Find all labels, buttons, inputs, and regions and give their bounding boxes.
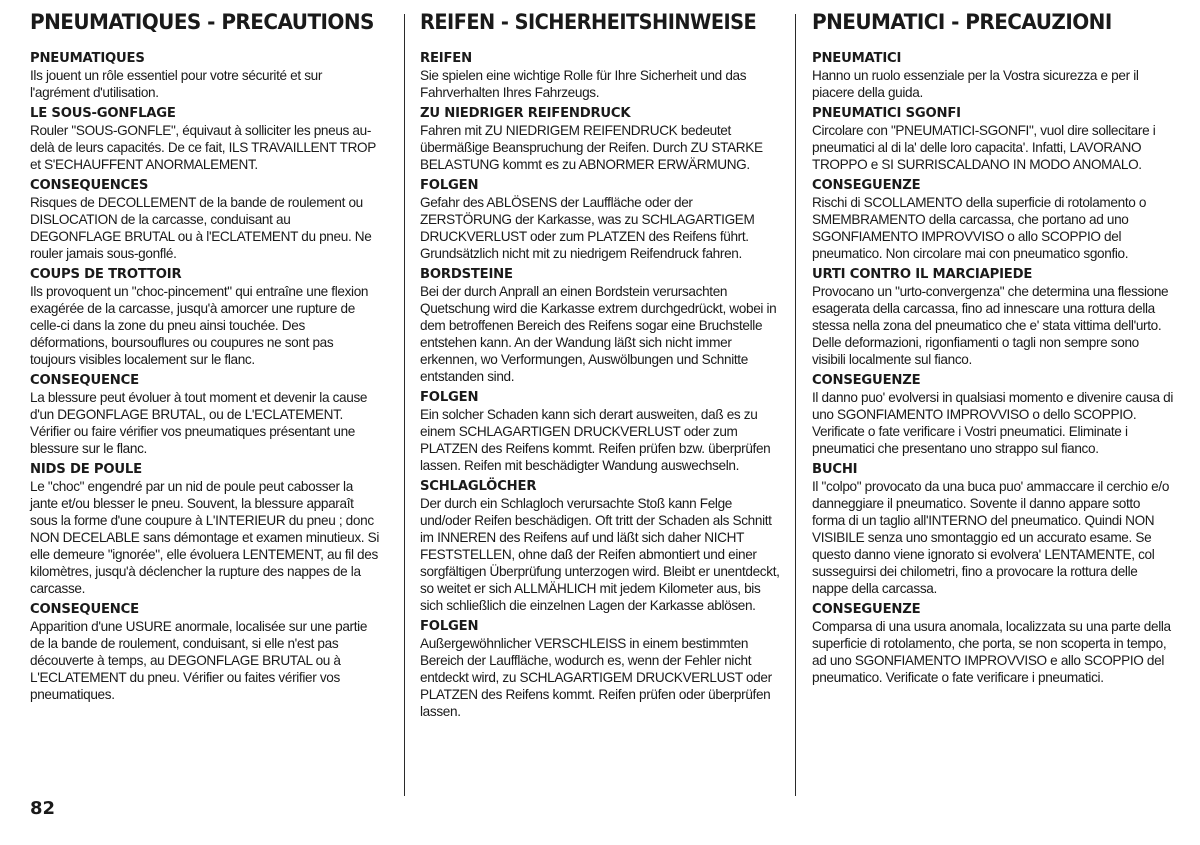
section <box>812 462 1174 597</box>
section-heading: CONSEGUENZE <box>812 178 921 193</box>
column-italian <box>812 10 1174 691</box>
section-heading: ZU NIEDRIGER REIFENDRUCK <box>420 106 631 121</box>
section-text: Ein solcher Schaden kann sich derart ausweiten, daß es zu einem SCHLAGARTIGEN DRUCKVERLUST oder zum PLATZEN des Reifens kommt. Reifen prüfen bzw. überprüfen lassen. Reifen mit beschädigter Wandung auswechseln. <box>420 407 771 473</box>
section <box>420 390 782 474</box>
section <box>420 51 782 101</box>
section-heading: COUPS DE TROTTOIR <box>30 267 182 282</box>
section-text: Ils jouent un rôle essentiel pour votre sécurité et sur l'agrément d'utilisation. <box>30 68 323 100</box>
section-text: Provocano un "urto-convergenza" che determina una flessione esagerata della carcassa, fino ad innescare una rottura della stessa nella zona del pneumatico che e' stata vittima dell'urto. Delle deformazioni, rigonfiamenti o tagli non sempre sono visibili localmente sul fianco. <box>812 284 1169 367</box>
section <box>420 479 782 614</box>
section-text: Apparition d'une USURE anormale, localisée sur une partie de la bande de roulement, conduisant, si elle n'est pas découverte à temps, au DEGONFLAGE BRUTAL ou à L'ECLATEMENT du pneu. Vérifier ou faites vérifier vos pneumatiques. <box>30 619 368 702</box>
section-text: Il "colpo" provocato da una buca puo' ammaccare il cerchio e/o danneggiare il pneumatico. Sovente il danno appare sotto forma di un taglio all'INTERNO del pneumatico. Quindi NON VISIBILE senza uno smontaggio ed un accurato esame. Se questo danno viene ignorato si evolvera' LENTAMENTE, col susseguirsi dei chilometri, fino a provocare la rottura delle nappe della carcassa. <box>812 479 1170 596</box>
section-heading: CONSEGUENZE <box>812 602 921 617</box>
section-heading: CONSEQUENCE <box>30 602 139 617</box>
section-text: Risques de DECOLLEMENT de la bande de roulement ou DISLOCATION de la carcasse, conduisant au DEGONFLAGE BRUTAL ou à l'ECLATEMENT du pneu. Ne rouler jamais sous-gonflé. <box>30 195 372 261</box>
section <box>30 178 382 262</box>
section-heading: CONSEQUENCES <box>30 178 149 193</box>
column-title: REIFEN - SICHERHEITSHINWEISE <box>420 10 757 35</box>
section-heading: FOLGEN <box>420 619 479 634</box>
section <box>420 267 782 385</box>
section <box>420 178 782 262</box>
section-text: Le "choc" engendré par un nid de poule peut cabosser la jante et/ou blesser le pneu. Souvent, la blessure apparaît sous la forme d'une coupure à L'INTERIEUR du pneu ; donc NON DECELABLE sans démontage et examen minutieux. Si elle demeure "ignorée", elle évoluera LENTEMENT, au fil des kilomètres, jusqu'à déclencher la rupture des nappes de la carcasse. <box>30 479 380 596</box>
section-text: Il danno puo' evolversi in qualsiasi momento e divenire causa di uno SGONFIAMENTO IMPROVVISO o dello SCOPPIO. Verificate o fate verificare i Vostri pneumatici. Eliminate i pneumatici che presentano uno strappo sul fianco. <box>812 390 1174 456</box>
section-text: Bei der durch Anprall an einen Bordstein verursachten Quetschung wird die Karkasse extrem durchgedrückt, wobei in dem betroffenen Bereich des Reifens sogar eine Bruchstelle entstehen kann. An der Wandung läßt sich nicht immer erkennen, wo Verformungen, Auswölbungen und Schnitte entstanden sind. <box>420 284 777 384</box>
section <box>30 51 382 101</box>
column-french <box>30 10 382 708</box>
column-german <box>420 10 782 725</box>
page-number: 82 <box>30 798 56 819</box>
section <box>30 106 382 173</box>
section <box>812 106 1174 173</box>
section-text: Rouler "SOUS-GONFLE", équivaut à solliciter les pneus au-delà de leurs capacités. De ce fait, ILS TRAVAILLENT TROP et S'ECHAUFFENT ANORMALEMENT. <box>30 123 376 172</box>
section <box>30 373 382 457</box>
section-heading: PNEUMATICI <box>812 51 902 66</box>
section-text: Gefahr des ABLÖSENS der Lauffläche oder der ZERSTÖRUNG der Karkasse, was zu SCHLAGARTIGEM DRUCKVERLUST oder zum PLATZEN des Reifens führt. Grundsätzlich nicht mit zu niedrigem Reifendruck fahren. <box>420 195 755 261</box>
section <box>812 178 1174 262</box>
section-text: Fahren mit ZU NIEDRIGEM REIFENDRUCK bedeutet übermäßige Beanspruchung der Reifen. Durch ZU STARKE BELASTUNG kommt es zu ABNORMER ERWÄRMUNG. <box>420 123 763 172</box>
section-heading: CONSEGUENZE <box>812 373 921 388</box>
column-title: PNEUMATIQUES - PRECAUTIONS <box>30 10 374 35</box>
section <box>812 267 1174 368</box>
section <box>812 602 1174 686</box>
section <box>30 462 382 597</box>
section-text: Sie spielen eine wichtige Rolle für Ihre Sicherheit und das Fahrverhalten Ihres Fahrzeugs. <box>420 68 747 100</box>
section-heading: BORDSTEINE <box>420 267 513 282</box>
section <box>30 267 382 368</box>
section-heading: BUCHI <box>812 462 858 477</box>
section-text: Hanno un ruolo essenziale per la Vostra sicurezza e per il piacere della guida. <box>812 68 1139 100</box>
section-heading: FOLGEN <box>420 178 479 193</box>
section-heading: REIFEN <box>420 51 472 66</box>
section <box>812 51 1174 101</box>
section-text: La blessure peut évoluer à tout moment et devenir la cause d'un DEGONFLAGE BRUTAL, ou de L'ECLATEMENT. Vérifier ou faire vérifier vos pneumatiques présentant une blessure sur le flanc. <box>30 390 368 456</box>
section-heading: FOLGEN <box>420 390 479 405</box>
section <box>420 619 782 720</box>
section <box>30 602 382 703</box>
section-text: Rischi di SCOLLAMENTO della superficie di rotolamento o SMEMBRAMENTO della carcassa, che portano ad uno SGONFIAMENTO IMPROVVISO o allo SCOPPIO del pneumatico. Non circolare mai con pneumatico sgonfio. <box>812 195 1147 261</box>
section-heading: CONSEQUENCE <box>30 373 139 388</box>
section-text: Der durch ein Schlagloch verursachte Stoß kann Felge und/oder Reifen beschädigen. Oft tritt der Schaden als Schnitt im INNEREN des Reifens auf und läßt sich daher NICHT FESTSTELLEN, ohne daß der Reifen abmontiert und einer sorgfältigen Überprüfung unterzogen wird. Bleibt er unentdeckt, so weitet er sich ALLMÄHLICH mit jedem Kilometer aus, bis sich schließlich die einzelnen Lagen der Karkasse ablösen. <box>420 496 780 613</box>
section-text: Circolare con "PNEUMATICI-SGONFI", vuol dire sollecitare i pneumatici al di la' delle loro capacita'. Infatti, LAVORANO TROPPO e SI SURRISCALDANO IN MODO ANOMALO. <box>812 123 1156 172</box>
section-heading: NIDS DE POULE <box>30 462 142 477</box>
section-text: Außergewöhnlicher VERSCHLEISS in einem bestimmten Bereich der Lauffläche, wodurch es, wenn der Fehler nicht entdeckt wird, zu SCHLAGARTIGEM DRUCKVERLUST oder PLATZEN des Reifens kommt. Reifen prüfen oder überprüfen lassen. <box>420 636 772 719</box>
section-heading: SCHLAGLÖCHER <box>420 479 537 494</box>
column-divider <box>795 14 796 796</box>
section <box>812 373 1174 457</box>
section-text: Ils provoquent un "choc-pincement" qui entraîne une flexion exagérée de la carcasse, jusqu'à amorcer une rupture de celle-ci dans la zone du pneu ainsi touchée. Des déformations, boursouflures ou coupures ne sont pas toujours visibles localement sur le flanc. <box>30 284 369 367</box>
section-heading: PNEUMATIQUES <box>30 51 145 66</box>
column-divider <box>404 14 405 796</box>
section <box>420 106 782 173</box>
column-title: PNEUMATICI - PRECAUZIONI <box>812 10 1112 35</box>
section-heading: LE SOUS-GONFLAGE <box>30 106 176 121</box>
section-heading: URTI CONTRO IL MARCIAPIEDE <box>812 267 1033 282</box>
section-heading: PNEUMATICI SGONFI <box>812 106 961 121</box>
section-text: Comparsa di una usura anomala, localizzata su una parte della superficie di rotolamento, che porta, se non scoperta in tempo, ad uno SGONFIAMENTO IMPROVVISO e allo SCOPPIO del pneumatico. Verificate o fate verificare i pneumatici. <box>812 619 1171 685</box>
